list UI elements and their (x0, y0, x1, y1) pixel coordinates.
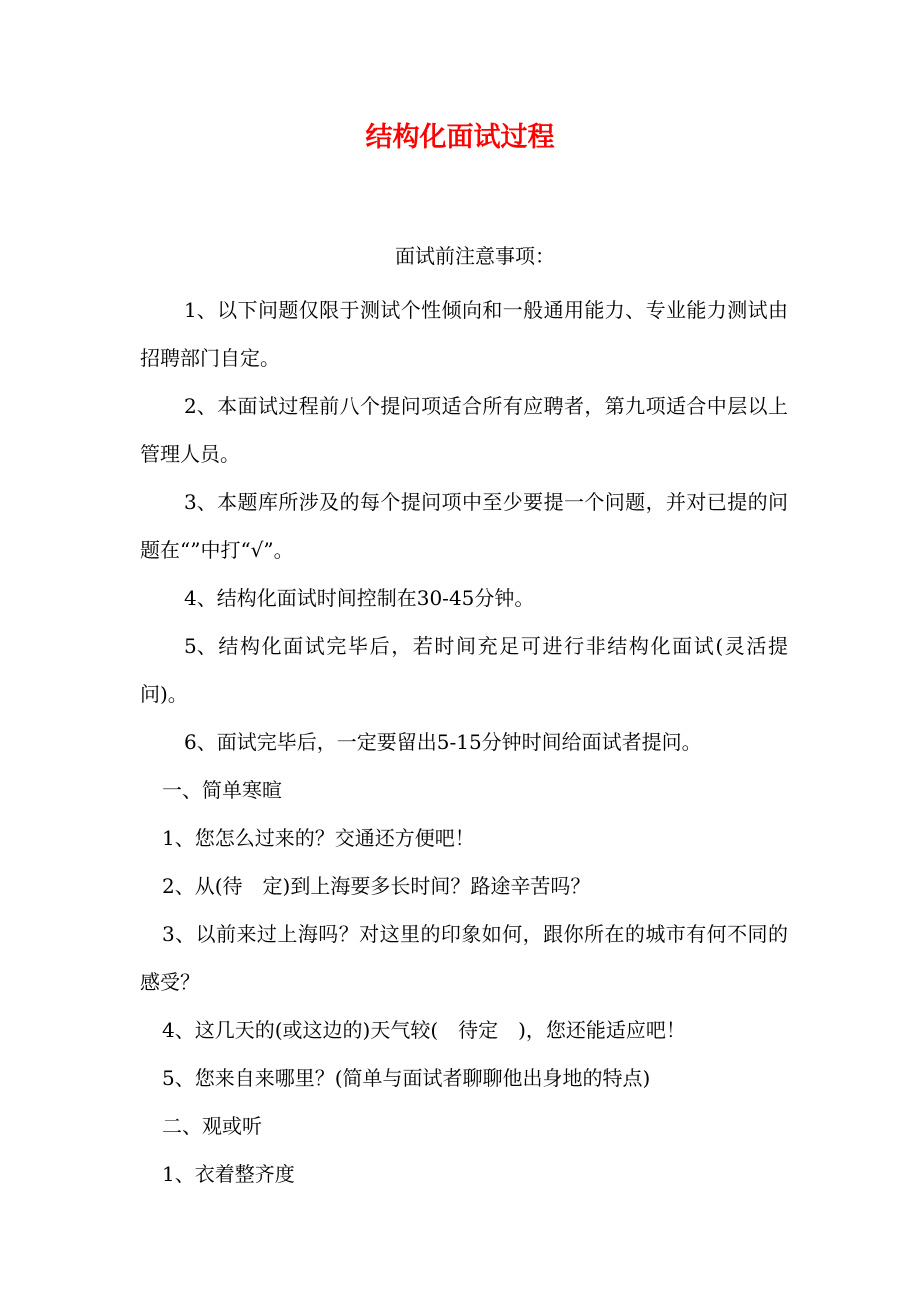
question-item: 1、衣着整齐度 (162, 1162, 295, 1186)
note-item: 3、本题库所涉及的每个提问项中至少要提一个问题，并对已提的问题在“”中打“√”。 (140, 490, 788, 562)
question-item: 5、您来自来哪里？(简单与面试者聊聊他出身地的特点) (162, 1066, 651, 1090)
document-body (140, 286, 788, 1198)
question-item: 4、这几天的(或这边的)天气较( 待定 )，您还能适应吧！ (162, 1018, 686, 1042)
question-item: 2、从(待 定)到上海要多长时间？路途辛苦吗？ (162, 874, 591, 898)
question-item: 3、以前来过上海吗？对这里的印象如何，跟你所在的城市有何不同的感受？ (140, 922, 788, 994)
section-heading: 一、简单寒暄 (162, 778, 282, 802)
note-item: 6、面试完毕后，一定要留出5-15分钟时间给面试者提问。 (184, 730, 702, 754)
notes-heading: 面试前注意事项： (395, 244, 555, 268)
question-item: 1、您怎么过来的？交通还方便吧！ (162, 826, 475, 850)
page-title: 结构化面试过程 (365, 122, 555, 153)
note-item: 4、结构化面试时间控制在30-45分钟。 (184, 586, 535, 610)
note-item: 5、结构化面试完毕后，若时间充足可进行非结构化面试(灵活提问)。 (140, 634, 788, 706)
note-item: 2、本面试过程前八个提问项适合所有应聘者，第九项适合中层以上管理人员。 (140, 394, 788, 466)
note-item: 1、以下问题仅限于测试个性倾向和一般通用能力、专业能力测试由招聘部门自定。 (140, 298, 788, 370)
section-heading: 二、观或听 (162, 1114, 262, 1138)
